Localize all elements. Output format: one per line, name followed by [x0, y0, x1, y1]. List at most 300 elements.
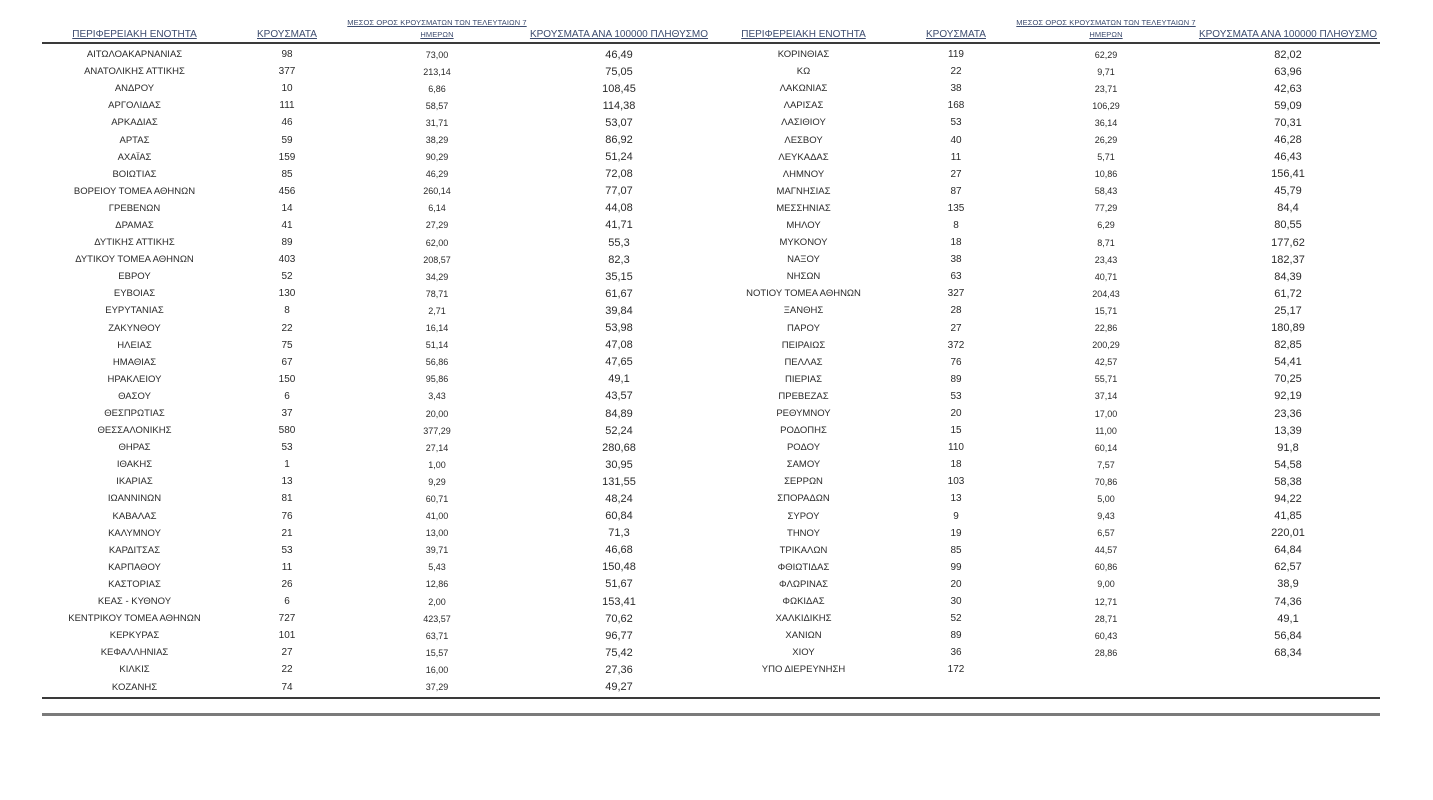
cell-cases: 41	[281, 219, 293, 231]
cell-per100k: 41,85	[1274, 510, 1302, 523]
cell-region: ΗΜΑΘΙΑΣ	[112, 356, 157, 368]
cell-cases: 76	[281, 510, 293, 522]
cell-region: ΦΛΩΡΙΝΑΣ	[778, 578, 829, 590]
cell-per100k: 182,37	[1271, 253, 1305, 266]
cell-avg7: 17,00	[1094, 408, 1118, 419]
cell-cases: 89	[950, 630, 962, 642]
cell-region: ΛΕΥΚΑΔΑΣ	[778, 151, 829, 163]
table-row	[42, 644, 711, 661]
table-row	[711, 131, 1380, 148]
cell-per100k: 91,8	[1277, 441, 1299, 454]
header-region: ΠΕΡΙΦΕΡΕΙΑΚΗ ΕΝΟΤΗΤΑ	[72, 29, 197, 40]
cell-region: ΗΛΕΙΑΣ	[117, 339, 152, 351]
cell-avg7: 377,29	[423, 425, 451, 436]
cell-cases: 52	[950, 613, 962, 625]
table-row	[42, 508, 711, 525]
table-row	[42, 678, 711, 695]
cell-cases: 168	[947, 100, 965, 112]
cell-region: ΚΑΡΠΑΘΟΥ	[108, 561, 161, 573]
cell-avg7: 28,86	[1094, 647, 1118, 658]
cell-per100k: 72,08	[605, 168, 633, 181]
cell-region: ΜΥΚΟΝΟΥ	[779, 237, 828, 249]
table-row	[711, 542, 1380, 559]
cell-per100k: 75,05	[605, 65, 633, 78]
cell-region: ΛΕΣΒΟΥ	[784, 134, 823, 146]
cell-avg7: 6,14	[428, 203, 446, 214]
cell-avg7: 58,43	[1094, 186, 1118, 197]
cell-cases: 27	[950, 322, 962, 334]
cell-cases: 10	[281, 83, 293, 95]
cell-avg7: 20,00	[425, 408, 449, 419]
cell-avg7: 55,71	[1094, 374, 1118, 385]
cell-region: ΥΠΟ ΔΙΕΡΕΥΝΗΣΗ	[761, 664, 846, 676]
cell-per100k: 54,41	[1274, 356, 1302, 369]
table-row	[711, 405, 1380, 422]
table-row	[42, 388, 711, 405]
cell-per100k: 153,41	[602, 595, 636, 608]
cell-avg7: 60,43	[1094, 630, 1118, 641]
table-row	[711, 456, 1380, 473]
cell-per100k: 82,85	[1274, 339, 1302, 352]
cell-region: ΚΙΛΚΙΣ	[119, 664, 150, 676]
table-row	[711, 388, 1380, 405]
cell-avg7: 23,43	[1094, 254, 1118, 265]
cell-cases: 99	[950, 561, 962, 573]
cell-cases: 26	[281, 578, 293, 590]
cell-avg7: 46,29	[425, 169, 449, 180]
cell-region: ΛΑΣΙΘΙΟΥ	[781, 117, 826, 129]
cell-per100k: 47,65	[605, 356, 633, 369]
cell-per100k: 84,39	[1274, 270, 1302, 283]
cell-avg7: 9,29	[428, 476, 446, 487]
cell-avg7: 2,00	[428, 596, 446, 607]
table-row	[711, 320, 1380, 337]
cell-per100k: 51,67	[605, 578, 633, 591]
cell-region: ΕΒΡΟΥ	[118, 271, 151, 283]
cell-avg7: 40,71	[1094, 271, 1118, 282]
cell-region: ΔΥΤΙΚΟΥ ΤΟΜΕΑ ΑΘΗΝΩΝ	[75, 254, 194, 266]
cell-region: ΠΙΕΡΙΑΣ	[784, 373, 823, 385]
cell-region: ΑΡΚΑΔΙΑΣ	[111, 117, 158, 129]
cell-cases: 75	[281, 339, 293, 351]
cell-region: ΜΑΓΝΗΣΙΑΣ	[776, 185, 831, 197]
cell-region: ΠΕΙΡΑΙΩΣ	[781, 339, 826, 351]
cell-region: ΒΟΡΕΙΟΥ ΤΟΜΕΑ ΑΘΗΝΩΝ	[73, 185, 196, 197]
cell-region: ΣΠΟΡΑΔΩΝ	[777, 493, 830, 505]
cell-cases: 8	[953, 219, 959, 231]
table-row	[42, 302, 711, 319]
cell-per100k: 220,01	[1271, 527, 1305, 540]
cell-per100k: 56,84	[1274, 629, 1302, 642]
cell-cases: 63	[950, 271, 962, 283]
cell-avg7: 423,57	[423, 613, 451, 624]
cell-per100k: 58,38	[1274, 475, 1302, 488]
cell-region: ΣΑΜΟΥ	[786, 459, 821, 471]
cell-per100k: 46,49	[605, 48, 633, 61]
table-row	[711, 183, 1380, 200]
cell-per100k: 280,68	[602, 441, 636, 454]
cell-avg7: 62,00	[425, 237, 449, 248]
table-row	[42, 354, 711, 371]
cell-region: ΑΝΑΤΟΛΙΚΗΣ ΑΤΤΙΚΗΣ	[84, 66, 185, 78]
table-row	[42, 63, 711, 80]
cell-per100k: 94,22	[1274, 492, 1302, 505]
cell-cases: 101	[278, 630, 296, 642]
cell-cases: 36	[950, 647, 962, 659]
cell-region: ΑΡΓΟΛΙΔΑΣ	[108, 100, 161, 112]
table-row	[42, 371, 711, 388]
cell-cases: 6	[284, 596, 290, 608]
cell-cases: 327	[947, 288, 965, 300]
cell-avg7: 60,14	[1094, 442, 1118, 453]
cell-avg7: 90,29	[425, 152, 449, 163]
cell-avg7: 95,86	[425, 374, 449, 385]
cell-cases: 159	[278, 151, 296, 163]
table-row	[42, 46, 711, 63]
table-row	[42, 320, 711, 337]
cell-per100k: 114,38	[602, 99, 636, 112]
cell-cases: 20	[950, 578, 962, 590]
cell-region: ΚΟΖΑΝΗΣ	[111, 681, 158, 693]
cell-region: ΠΑΡΟΥ	[787, 322, 820, 334]
cell-cases: 40	[950, 134, 962, 146]
cell-region: ΛΗΜΝΟΥ	[782, 168, 825, 180]
cell-avg7: 7,57	[1097, 459, 1115, 470]
cell-avg7: 42,57	[1094, 357, 1118, 368]
cell-per100k: 150,48	[602, 561, 636, 574]
cell-avg7: 27,29	[425, 220, 449, 231]
cell-per100k: 53,98	[605, 322, 633, 335]
cell-cases: 372	[947, 339, 965, 351]
cell-per100k: 62,57	[1274, 561, 1302, 574]
cell-cases: 53	[281, 544, 293, 556]
cell-region: ΑΡΤΑΣ	[119, 134, 150, 146]
table-row	[711, 576, 1380, 593]
cell-cases: 53	[950, 390, 962, 402]
table-row	[711, 661, 1380, 678]
page-bottom-rule	[42, 713, 1380, 716]
cell-region: ΚΟΡΙΝΘΙΑΣ	[777, 49, 830, 61]
cell-per100k: 23,36	[1274, 407, 1302, 420]
cell-cases: 87	[950, 185, 962, 197]
cell-region: ΜΕΣΣΗΝΙΑΣ	[776, 202, 831, 214]
cell-per100k: 180,89	[1271, 322, 1305, 335]
cell-per100k: 84,89	[605, 407, 633, 420]
cell-cases: 13	[281, 476, 293, 488]
cell-per100k: 46,68	[605, 544, 633, 557]
cell-cases: 81	[281, 493, 293, 505]
table-row	[42, 456, 711, 473]
table-row	[42, 473, 711, 490]
cell-avg7: 5,00	[1097, 493, 1115, 504]
cell-per100k: 35,15	[605, 270, 633, 283]
header-per100k: ΚΡΟΥΣΜΑΤΑ ΑΝΑ 100000 ΠΛΗΘΥΣΜΟ	[1198, 29, 1378, 40]
cell-per100k: 131,55	[602, 475, 636, 488]
cell-region: ΑΙΤΩΛΟΑΚΑΡΝΑΝΙΑΣ	[86, 49, 183, 61]
cell-avg7: 23,71	[1094, 83, 1118, 94]
table-row	[42, 285, 711, 302]
cell-avg7: 13,00	[425, 528, 449, 539]
cell-avg7: 9,43	[1097, 511, 1115, 522]
cell-per100k: 47,08	[605, 339, 633, 352]
cell-cases: 9	[953, 510, 959, 522]
cell-region: ΚΩ	[796, 66, 811, 78]
cell-per100k: 42,63	[1274, 82, 1302, 95]
cell-cases: 52	[281, 271, 293, 283]
cell-per100k: 96,77	[605, 629, 633, 642]
cell-cases: 21	[281, 527, 293, 539]
cell-per100k: 52,24	[605, 424, 633, 437]
cell-avg7: 36,14	[1094, 117, 1118, 128]
table-row	[711, 80, 1380, 97]
cell-region: ΑΝΔΡΟΥ	[114, 83, 155, 95]
cell-avg7: 260,14	[423, 186, 451, 197]
cell-per100k: 39,84	[605, 304, 633, 317]
cell-region: ΚΕΦΑΛΛΗΝΙΑΣ	[100, 647, 169, 659]
cell-region: ΝΟΤΙΟΥ ΤΟΜΕΑ ΑΘΗΝΩΝ	[746, 288, 861, 300]
table-row	[42, 80, 711, 97]
table-row	[711, 217, 1380, 234]
cell-avg7: 44,57	[1094, 545, 1118, 556]
table-row	[42, 593, 711, 610]
cell-region: ΝΑΞΟΥ	[787, 254, 820, 266]
cell-per100k: 86,92	[605, 134, 633, 147]
cell-per100k: 49,27	[605, 681, 633, 694]
cell-cases: 30	[950, 596, 962, 608]
cell-cases: 18	[950, 237, 962, 249]
table-row	[42, 114, 711, 131]
table-row	[711, 302, 1380, 319]
cell-avg7: 78,71	[425, 288, 449, 299]
cases-table	[42, 10, 1380, 696]
table-row	[42, 251, 711, 268]
cell-avg7: 12,86	[425, 579, 449, 590]
cell-region: ΠΡΕΒΕΖΑΣ	[778, 390, 829, 402]
table-bottom-rule	[42, 697, 1380, 699]
cell-per100k: 177,62	[1271, 236, 1305, 249]
cell-per100k: 25,17	[1274, 304, 1302, 317]
table-row	[711, 114, 1380, 131]
cell-avg7: 22,86	[1094, 323, 1118, 334]
cell-per100k: 38,9	[1277, 578, 1299, 591]
cell-avg7: 16,00	[425, 664, 449, 675]
cell-per100k: 68,34	[1274, 646, 1302, 659]
table-row	[711, 490, 1380, 507]
cell-avg7: 70,86	[1094, 476, 1118, 487]
cell-avg7: 56,86	[425, 357, 449, 368]
cell-per100k: 77,07	[605, 185, 633, 198]
cell-avg7: 6,57	[1097, 528, 1115, 539]
cell-region: ΕΥΒΟΙΑΣ	[113, 288, 156, 300]
table-row	[42, 422, 711, 439]
cell-cases: 13	[950, 493, 962, 505]
cell-per100k: 108,45	[602, 82, 636, 95]
cell-per100k: 27,36	[605, 663, 633, 676]
table-row	[711, 97, 1380, 114]
cell-region: ΛΑΡΙΣΑΣ	[783, 100, 824, 112]
cell-cases: 37	[281, 408, 293, 420]
cell-avg7: 38,29	[425, 135, 449, 146]
table-row	[711, 439, 1380, 456]
cell-avg7: 204,43	[1092, 288, 1120, 299]
cell-avg7: 34,29	[425, 271, 449, 282]
cell-cases: 403	[278, 254, 296, 266]
table-row	[42, 490, 711, 507]
table-row	[42, 525, 711, 542]
table-row	[711, 285, 1380, 302]
cell-region: ΠΕΛΛΑΣ	[784, 356, 823, 368]
cell-region: ΚΕΡΚΥΡΑΣ	[109, 630, 160, 642]
table-row	[711, 63, 1380, 80]
cell-avg7: 3,43	[428, 391, 446, 402]
cell-cases: 456	[278, 185, 296, 197]
cell-cases: 1	[284, 459, 290, 471]
cell-cases: 98	[281, 49, 293, 61]
right-rows	[711, 44, 1380, 678]
cell-per100k: 43,57	[605, 390, 633, 403]
cell-avg7: 31,71	[425, 117, 449, 128]
cell-per100k: 13,39	[1274, 424, 1302, 437]
cell-cases: 111	[279, 100, 295, 112]
cell-cases: 18	[950, 459, 962, 471]
cell-region: ΚΕΝΤΡΙΚΟΥ ΤΟΜΕΑ ΑΘΗΝΩΝ	[68, 613, 201, 625]
cell-cases: 74	[281, 681, 293, 693]
table-row	[711, 559, 1380, 576]
cell-cases: 135	[947, 202, 965, 214]
cell-per100k: 61,67	[605, 287, 633, 300]
cell-avg7: 27,14	[425, 442, 449, 453]
cell-region: ΡΟΔΟΠΗΣ	[780, 425, 827, 437]
cell-per100k: 70,31	[1274, 116, 1302, 129]
cell-region: ΛΑΚΩΝΙΑΣ	[779, 83, 828, 95]
cell-region: ΣΕΡΡΩΝ	[784, 476, 823, 488]
cell-region: ΡΕΘΥΜΝΟΥ	[776, 408, 831, 420]
table-row	[711, 610, 1380, 627]
table-header	[42, 10, 711, 44]
cell-avg7: 6,86	[428, 83, 446, 94]
cell-cases: 27	[950, 168, 962, 180]
cell-cases: 38	[950, 254, 962, 266]
table-row	[42, 610, 711, 627]
cell-region: ΔΥΤΙΚΗΣ ΑΤΤΙΚΗΣ	[94, 237, 175, 249]
cell-cases: 53	[950, 117, 962, 129]
cell-region: ΡΟΔΟΥ	[786, 442, 821, 454]
cell-avg7: 10,86	[1094, 169, 1118, 180]
cell-per100k: 71,3	[608, 527, 630, 540]
cell-region: ΧΙΟΥ	[792, 647, 815, 659]
cell-cases: 150	[278, 373, 296, 385]
cell-per100k: 70,62	[605, 612, 633, 625]
cell-per100k: 82,3	[608, 253, 630, 266]
cell-avg7: 37,14	[1094, 391, 1118, 402]
table-row	[711, 149, 1380, 166]
table-row	[711, 46, 1380, 63]
table-row	[711, 371, 1380, 388]
cell-avg7: 213,14	[423, 66, 451, 77]
cell-per100k: 75,42	[605, 646, 633, 659]
cell-avg7: 16,14	[425, 323, 449, 334]
cell-region: ΞΑΝΘΗΣ	[783, 305, 824, 317]
cell-region: ΔΡΑΜΑΣ	[115, 219, 154, 231]
cell-cases: 11	[950, 151, 962, 163]
cell-region: ΓΡΕΒΕΝΩΝ	[108, 202, 161, 214]
cell-per100k: 82,02	[1274, 48, 1302, 61]
cell-avg7: 106,29	[1092, 100, 1120, 111]
cell-region: ΚΑΒΑΛΑΣ	[112, 510, 157, 522]
table-row	[711, 337, 1380, 354]
cell-cases: 8	[284, 305, 290, 317]
table-row	[42, 559, 711, 576]
cell-region: ΘΕΣΠΡΩΤΙΑΣ	[104, 408, 165, 420]
cell-avg7: 9,00	[1097, 579, 1115, 590]
cell-region: ΧΑΛΚΙΔΙΚΗΣ	[775, 613, 832, 625]
cell-cases: 22	[281, 322, 293, 334]
cell-avg7: 26,29	[1094, 135, 1118, 146]
cell-per100k: 46,28	[1274, 134, 1302, 147]
cell-region: ΜΗΛΟΥ	[786, 219, 821, 231]
cell-per100k: 92,19	[1274, 390, 1302, 403]
cell-per100k: 74,36	[1274, 595, 1302, 608]
table-row	[711, 268, 1380, 285]
cell-cases: 6	[284, 390, 290, 402]
left-rows	[42, 44, 711, 696]
header-cases: ΚΡΟΥΣΜΑΤΑ	[257, 29, 317, 40]
cell-region: ΚΕΑΣ - ΚΥΘΝΟΥ	[97, 596, 172, 608]
table-row	[42, 576, 711, 593]
cell-per100k: 55,3	[608, 236, 630, 249]
header-avg7: ΜΕΣΟΣ ΟΡΟΣ ΚΡΟΥΣΜΑΤΩΝ ΤΩΝ ΤΕΛΕΥΤΑΙΩΝ 7 ΗΜΕΡΩΝ	[1016, 18, 1196, 39]
cell-per100k: 49,1	[1277, 612, 1299, 625]
cell-per100k: 156,41	[1271, 168, 1305, 181]
cell-region: ΕΥΡΥΤΑΝΙΑΣ	[105, 305, 164, 317]
table-row	[42, 200, 711, 217]
cell-cases: 172	[947, 664, 965, 676]
table-row	[711, 234, 1380, 251]
cell-cases: 28	[950, 305, 962, 317]
cell-avg7: 1,00	[428, 459, 446, 470]
table-row	[42, 661, 711, 678]
cell-per100k: 53,07	[605, 116, 633, 129]
cell-avg7: 9,71	[1097, 66, 1115, 77]
cell-avg7: 2,71	[428, 305, 446, 316]
table-row	[711, 593, 1380, 610]
cell-region: ΙΘΑΚΗΣ	[116, 459, 153, 471]
table-row	[42, 337, 711, 354]
cell-avg7: 5,71	[1097, 152, 1115, 163]
cell-region: ΤΡΙΚΑΛΩΝ	[779, 544, 828, 556]
cell-cases: 377	[278, 66, 296, 78]
table-row	[42, 183, 711, 200]
cell-cases: 67	[281, 356, 293, 368]
cell-region: ΘΑΣΟΥ	[118, 390, 151, 402]
cell-region: ΑΧΑΪΑΣ	[117, 151, 152, 163]
cell-cases: 20	[950, 408, 962, 420]
header-avg7: ΜΕΣΟΣ ΟΡΟΣ ΚΡΟΥΣΜΑΤΩΝ ΤΩΝ ΤΕΛΕΥΤΑΙΩΝ 7 ΗΜΕΡΩΝ	[347, 18, 527, 39]
table-row	[711, 422, 1380, 439]
cell-per100k: 46,43	[1274, 151, 1302, 164]
table-row	[711, 627, 1380, 644]
table-row	[42, 131, 711, 148]
cell-avg7: 63,71	[425, 630, 449, 641]
cell-cases: 119	[948, 49, 964, 61]
table-header	[711, 10, 1380, 44]
table-row	[711, 473, 1380, 490]
cell-per100k: 41,71	[605, 219, 633, 232]
cell-region: ΙΚΑΡΙΑΣ	[116, 476, 153, 488]
table-row	[42, 542, 711, 559]
cell-avg7: 8,71	[1097, 237, 1115, 248]
cell-region: ΒΟΙΩΤΙΑΣ	[112, 168, 157, 180]
